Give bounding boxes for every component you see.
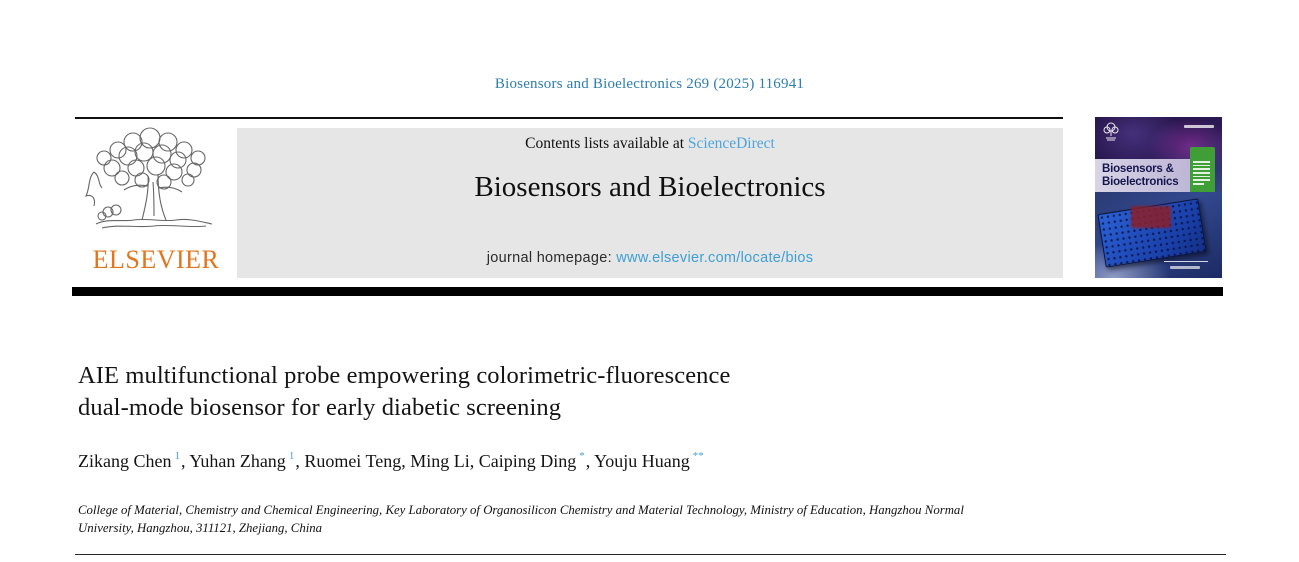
cover-title-line2: Bioelectronics [1102,175,1179,188]
affiliation-line1: College of Material, Chemistry and Chemical Engineering, Key Laboratory of Organosilicon Chemistry and Material Technology, Ministry of Education, Hangzhou Normal [78,503,964,517]
author: Ming Li [410,451,470,471]
cover-elsevier-tree-icon [1103,122,1119,142]
affiliation [78,502,1088,537]
cover-footer-rule [1164,261,1208,262]
homepage-prefix: journal homepage: [486,250,617,266]
affiliation-line2: University, Hangzhou, 311121, Zhejiang, China [78,520,323,535]
journal-cover-thumbnail[interactable] [1095,117,1222,278]
cover-title-line1: Biosensors & [1102,163,1174,175]
elsevier-wordmark: ELSEVIER [92,245,220,274]
article-title [78,360,730,423]
author: Yuhan Zhang [189,451,286,471]
author-list: Zikang Chen $^1$, Yuhan Zhang $^1$, Ruomei Teng, Ming Li, Caiping Ding *, Youju Huang ** [78,450,704,471]
author-superscript: ** [692,450,704,462]
sciencedirect-link[interactable]: ScienceDirect [687,135,775,152]
footnote-rule [75,554,1226,555]
header-thick-divider [72,287,1223,296]
contents-prefix: Contents lists available at [525,135,688,152]
contents-line [237,135,1063,153]
author: Youju Huang [594,451,690,471]
author-superscript: * [579,450,585,462]
journal-homepage-link[interactable]: www.elsevier.com/locate/bios [616,250,814,266]
author-superscript: 1 [174,450,180,462]
article-title-line1: AIE multifunctional probe empowering colorimetric-fluorescence [78,362,731,389]
homepage-line [237,250,1063,266]
journal-title: Biosensors and Bioelectronics [474,171,826,203]
author: Zikang Chen [78,451,172,471]
cover-chip-red-window [1131,206,1171,228]
elsevier-tree-icon [78,124,230,244]
cover-sciencedirect-text-blur [1170,266,1200,270]
cover-issn-text-blur [1184,125,1214,128]
cover-title-band [1095,159,1198,194]
author: Ruomei Teng [304,451,402,471]
elsevier-logo [76,122,236,277]
header-top-rule [75,117,1063,119]
author: Caiping Ding [478,451,577,471]
journal-header-box [237,128,1063,278]
article-title-line2: dual-mode biosensor for early diabetic screening [78,393,562,421]
author-superscript: 1 [288,450,295,462]
running-head-citation: Biosensors and Bioelectronics 269 (2025) 116941 [494,76,805,92]
cover-artwork [1095,192,1222,278]
